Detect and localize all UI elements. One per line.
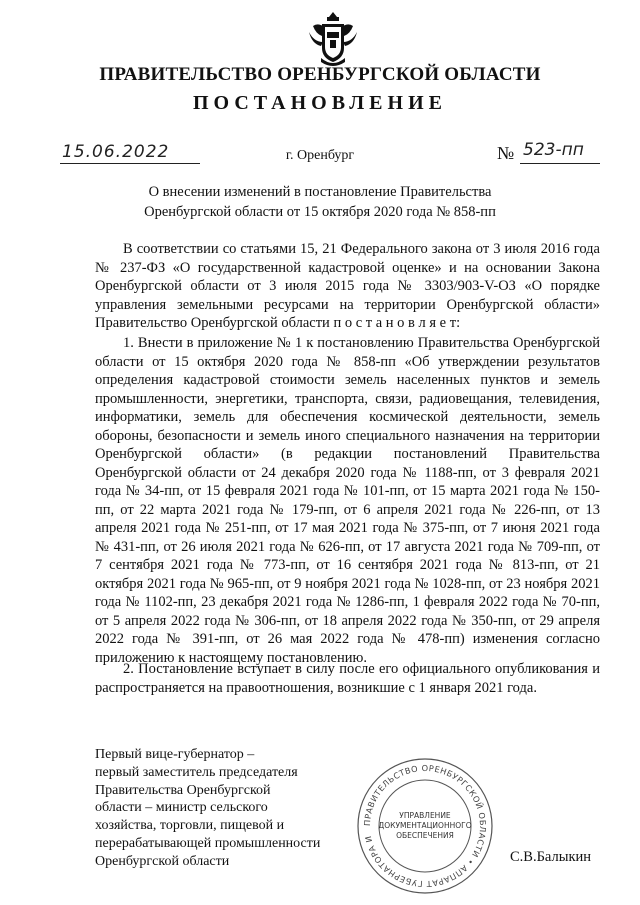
- document-subject: [0, 182, 640, 222]
- subject-line-1: О внесении изменений в постановление Правительства: [148, 184, 492, 200]
- organization-title: ПРАВИТЕЛЬСТВО ОРЕНБУРГСКОЙ ОБЛАСТИ: [99, 64, 541, 85]
- signer-line: Первый вице-губернатор –: [95, 747, 255, 762]
- stamp-center-line-3: ОБЕСПЕЧЕНИЯ: [396, 831, 454, 840]
- stamp-ring-text: ПРАВИТЕЛЬСТВО ОРЕНБУРГСКОЙ ОБЛАСТИ • АППАРАТ ГУБЕРНАТОРА И: [361, 762, 489, 890]
- number-underline: [520, 163, 600, 164]
- signer-line: области – министр сельского: [95, 800, 268, 816]
- signer-line: перерабатывающей промышленности: [95, 835, 321, 851]
- stamp-center-line-1: УПРАВЛЕНИЕ: [399, 811, 451, 820]
- preamble-paragraph: В соответствии со статьями 15, 21 Федерального закона от 3 июля 2016 года № 237-ФЗ «О государственной кадастровой оценке» и на основании Закона Оренбургской области от 3 июля 2015 года № 3303/903-V-ОЗ «О порядке управления земельными ресурсами на территории Оренбургской области» Правительство Оренбургской области п о с т а н о в л я е т:: [95, 241, 600, 331]
- signer-name: С.В.Балыкин: [510, 849, 592, 865]
- signer-line: Правительства Оренбургской: [95, 782, 271, 798]
- signer-position: [95, 746, 355, 871]
- document-type-title: ПОСТАНОВЛЕНИЕ: [193, 92, 447, 114]
- document-date: 15.06.2022: [62, 142, 170, 162]
- item-1-paragraph: 1. Внести в приложение № 1 к постановлению Правительства Оренбургской области от 15 октября 2020 года № 858-пп «Об утверждении результатов определения кадастровой стоимости земель населенных пунктов и земель промышленности, энергетики, транспорта, связи, радиовещания, телевидения, информатики, земель для обеспечения космической деятельности, земель обороны, безопасности и земель иного специального назначения на территории Оренбургской области» (в редакции постановлений Правительства Оренбургской области от 24 декабря 2020 года № 1188-пп, от 3 февраля 2021 года № 34-пп, от 15 февраля 2021 года № 101-пп, от 15 марта 2021 года № 150-пп, от 22 марта 2021 года № 179-пп, от 6 апреля 2021 года № 226-пп, от 13 апреля 2021 года № 251-пп, от 17 мая 2021 года № 375-пп, от 7 июня 2021 года № 431-пп, от 26 июля 2021 года № 626-пп, от 17 августа 2021 года № 709-пп, от 7 сентября 2021 года № 773-пп, от 16 сентября 2021 года № 813-пп, от 21 октября 2021 года № 965-пп, от 9 ноября 2021 года № 1028-пп, от 23 ноября 2021 года № 1102-пп, 23 декабря 2021 года № 1286-пп, 1 февраля 2022 года № 70-пп, от 5 апреля 2022 года № 306-пп, от 18 апреля 2022 года № 350-пп, от 29 апреля 2022 года № 391-пп, от 26 мая 2022 года № 478-пп) изменения согласно приложению к настоящему постановлению.: [95, 335, 600, 666]
- document-number: 523-пп: [523, 140, 584, 160]
- official-stamp: [355, 756, 495, 896]
- subject-line-2: Оренбургской области от 15 октября 2020 года № 858-пп: [144, 204, 496, 220]
- stamp-center-line-2: ДОКУМЕНТАЦИОННОГО: [378, 821, 472, 830]
- coat-of-arms-icon: [305, 10, 361, 68]
- item-2-paragraph: 2. Постановление вступает в силу после его официального опубликования и распространяется на правоотношения, возникшие с 1 января 2021 года.: [95, 661, 600, 696]
- number-sign: №: [497, 143, 515, 163]
- signer-line: первый заместитель председателя: [95, 764, 298, 780]
- signer-line: Оренбургской области: [95, 853, 230, 869]
- document-city: г. Оренбург: [285, 148, 355, 163]
- signer-line: хозяйства, торговли, пищевой и: [95, 818, 285, 834]
